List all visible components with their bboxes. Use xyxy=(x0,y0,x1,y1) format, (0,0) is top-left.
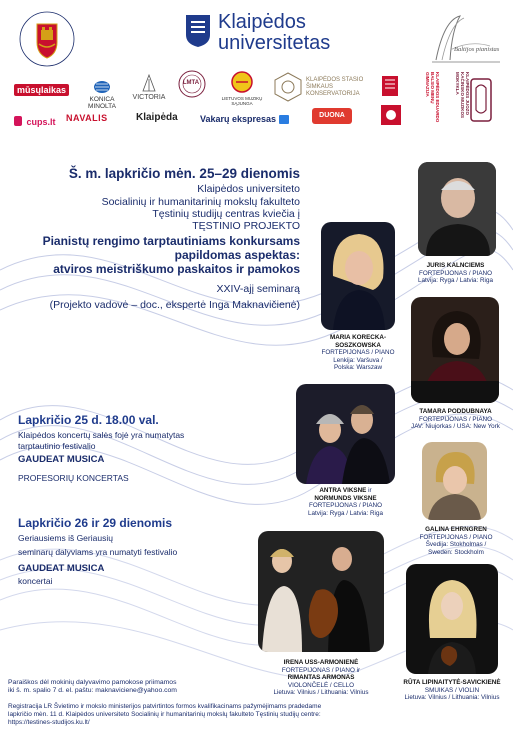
photo-tamara-poddubnaya xyxy=(411,297,499,403)
project-title-2: papildomas aspektas: xyxy=(174,248,300,262)
caption-tamara-poddubnaya: TAMARA PODDUBNAYA FORTEPIJONAS / PIANO JAV: Niujorkas / USA: New York xyxy=(411,408,500,431)
project-title-1: Pianistų rengimo tarptautiniams konkursams xyxy=(42,234,300,248)
event-2-text-2: seminarų dalyviams yra numatyti festivalio xyxy=(18,547,178,557)
caption-juris-kalnciems: JURIS KALNCIEMS FORTEPIJONAS / PIANO Latvija: Ryga / Latvia: Riga xyxy=(418,262,493,285)
caption-maria-korecka: MARIA KORECKA- SOSZKOWSKA FORTEPIJONAS / PIANO Lenkija: Varšuva / Polska: Warszaw xyxy=(321,334,395,372)
intro-line-4: TĘSTINIO PROJEKTO xyxy=(192,220,300,232)
registration-link[interactable]: https://testines-studijos.ku.lt/ xyxy=(8,719,90,726)
event-1-date: Lapkričio 25 d. 18.00 val. xyxy=(18,413,159,427)
event-dates: Š. m. lapkričio mėn. 25–29 dienomis xyxy=(68,166,300,181)
sponsor-konservatorija-emblem xyxy=(274,72,302,107)
sponsor-navalis: NAVALIS xyxy=(66,113,108,123)
seminar-number: XXIV-ajį seminarą xyxy=(216,283,300,295)
event-1-text-1: Klaipėdos koncertų salės fojė yra numatytas xyxy=(18,430,185,440)
photo-antra-normunds-viksne xyxy=(296,384,395,484)
event-2-concert: koncertai xyxy=(18,576,53,586)
photo-juris-kalnciems xyxy=(418,162,496,256)
photo-galina-ehrngren xyxy=(422,442,487,520)
sponsor-cups: cups.lt xyxy=(14,112,55,130)
photo-ruta-lipinaityte xyxy=(406,564,498,674)
event-1-concert: PROFESORIŲ KONCERTAS xyxy=(18,473,129,483)
sponsor-book-logo xyxy=(380,74,400,103)
sponsor-vakaru-ekspresas: Vakarų ekspresas xyxy=(200,114,289,124)
caption-galina-ehrngren: GALINA EHRNGREN FORTEPIJONAS / PIANO Švedija: Stokholmas / Sweden: Stockholm xyxy=(419,526,493,556)
event-2-festival: GAUDEAT MUSICA xyxy=(18,563,105,574)
ku-shield-logo xyxy=(185,14,211,48)
sponsor-musu-laikas: mūsųlaikas xyxy=(14,80,69,98)
registration-info: Registracija LR Švietimo ir mokslo ministerijos patvirtintos formos kvalifikacinams pažymėjimams pradedame lapkričio mėn. 11 d. Klaipėdos universiteto Socialinių ir humanitarinių mokslų fakulteto Tęstinių studijų centre: https://testines-studijos.ku.lt/ xyxy=(8,703,508,727)
application-info: Paraiškos dėl mokinių dalyvavimo pamokose priimamos iki š. m. spalio 7 d. el. paštu: maknaviciene@yahoo.com xyxy=(8,679,177,694)
photo-irena-rimantas-armonas xyxy=(258,531,384,652)
baltijos-pianistas-logo xyxy=(430,10,502,68)
sponsor-kacinsko-emblem xyxy=(470,78,492,127)
sponsor-victoria: VICTORIA xyxy=(128,74,170,101)
caption-antra-normunds-viksne: ANTRA VIKSNE ir NORMUNDS VIKSNE FORTEPIJONAS / PIANO Latvija: Ryga / Latvia: Riga xyxy=(308,487,383,517)
project-leader: (Projekto vadovė – doc., ekspertė Inga Maknavičienė) xyxy=(49,299,300,311)
caption-ruta-lipinaityte: RŪTA LIPINAITYTĖ-SAVICKIENĖ SMUIKAS / VIOLIN Lietuva: Vilnius / Lithuania: Vilnius xyxy=(403,679,501,702)
intro-line-2: Socialinių ir humanitarinių mokslų fakulteto xyxy=(101,196,300,208)
project-title-3: atviros meistriškumo paskaitos ir pamokos xyxy=(53,262,300,276)
sponsor-lmta: LMTA xyxy=(177,70,207,100)
sponsor-konica-minolta: KONICA MINOLTA xyxy=(80,80,124,110)
intro-line-3: Tęstinių studijų centras kviečia į xyxy=(152,208,300,220)
sponsor-kacinsko-mokykla: KLAIPĖDOS JUOZO KAČINSKO MUZIKOS MOKYKLA xyxy=(455,72,470,118)
sponsor-gimnazija-balsio: KLAIPĖDOS EDUARDO BALSIO MENŲ GIMNAZIJA xyxy=(425,72,440,123)
event-1-text-2: tarptautinio festivalio xyxy=(18,441,96,451)
intro-line-1: Klaipėdos universiteto xyxy=(197,183,300,195)
event-2-text-1: Geriausiems iš Geriausių xyxy=(18,533,113,543)
sponsor-klaipeda: Klaipėda xyxy=(136,112,178,123)
bp-logo-text: Baltijos pianistas xyxy=(454,46,500,53)
event-1-festival: GAUDEAT MUSICA xyxy=(18,454,105,465)
caption-irena-rimantas-armonas: IRENA USS-ARMONIENĖ FORTEPIJONAS / PIANO ir RIMANTAS ARMONAS VIOLONČELĖ / CELLO Lietuva: Vilnius / Lithuania: Vilnius xyxy=(273,659,369,697)
photo-maria-korecka xyxy=(321,222,395,330)
sponsor-red-emblem xyxy=(380,104,402,131)
ku-wordmark: Klaipėdos universitetas xyxy=(218,11,331,54)
sponsor-ldsu: LIETUVOS MUZIKŲ SĄJUNGA xyxy=(218,70,266,106)
klaipeda-crest-logo xyxy=(18,8,76,70)
event-2-date: Lapkričio 26 ir 29 dienomis xyxy=(18,516,173,530)
sponsor-konservatorija-text: KLAIPĖDOS STASIO ŠIMKAUS KONSERVATORIJA xyxy=(306,77,364,97)
sponsor-duona: DUONA xyxy=(312,108,352,124)
